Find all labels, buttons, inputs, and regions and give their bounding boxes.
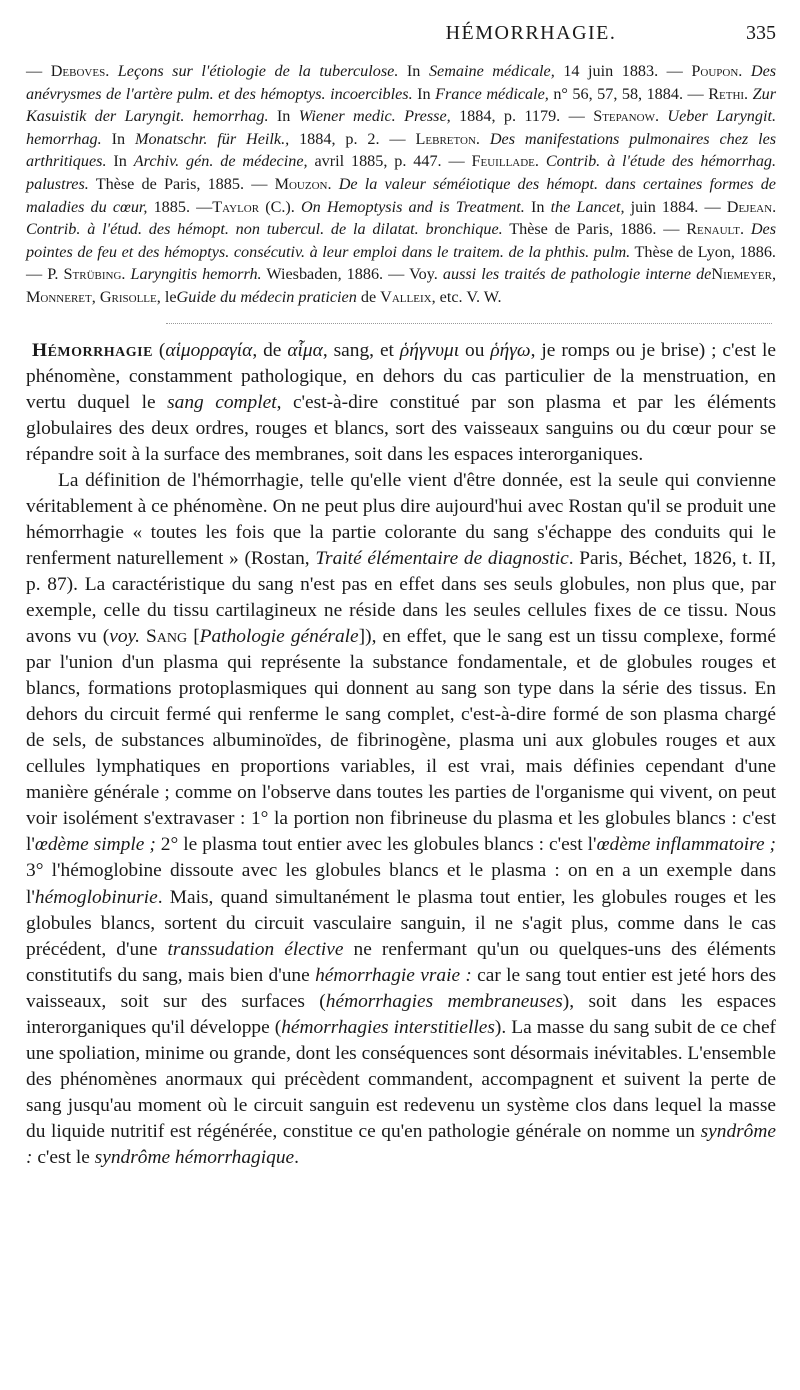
text-run: 2° le plasma tout entier avec les globules blancs : c'est l' xyxy=(160,834,597,856)
running-header xyxy=(26,22,776,58)
reference-author: Dejean. xyxy=(726,197,777,216)
text-run: , c'est-à-dire constitué par son plasma et par les éléments globulaires des deux ordres, rouges et blancs, sort des vaisseaux sanguins ou du cœur pour se répandre soit à la surface des membranes, soit dans les espaces interorganiques. xyxy=(26,391,776,465)
text-run: ne renfermant qu'un ou quelques-uns des éléments constitutifs du sang, mais bien d'une xyxy=(26,938,776,986)
article-headword: Hémorrhagie xyxy=(32,339,153,361)
reference-author: Valleix, xyxy=(380,287,436,306)
reference-details: 1884, p. 1179. — xyxy=(459,107,585,126)
reference-journal: Archiv. gén. de médecine, xyxy=(133,152,308,171)
emphasis: œdème inflammatoire ; xyxy=(596,834,776,856)
reference-details: Wiesbaden, 1886. — Voy. xyxy=(266,265,438,284)
reference-details: 1885. — xyxy=(153,197,213,216)
text-run: ]), en effet, que le sang est un tissu complexe, formé par l'union d'un plasma qui représente la substance fondamentale, et de globules rouges et blancs, formations protoplasmiques qui donnent au sang son type dans la série des tissus. En dehors du circuit fermé qui renferme le sang complet, c'est-à-dire formé de son plasma chargé de sels, de substances albuminoïdes, de fibrinogène, plasma uni aux globules rouges et aux cellules lymphatiques en proportions variables, il est vrai, mais définies cependant d'une manière générale ; comme on l'observe dans toutes les parties de l'organisme qui vivent, on peut voir isolément s'extravaser : 1° la portion non fibrineuse du plasma et les globules blancs : c'est l' xyxy=(26,626,776,856)
text-run: ). La masse du sang subit de ce chef une spoliation, minime ou grande, dont les conséquences sont désormais inévitables. L'ensemble des phénomènes anormaux qui précèdent commandent, accompagnent et suivent la perte de sang jusqu'au moment où le circuit sanguin est redevenu un système clos dans lequel la masse du liquide nutritif est régénérée, constitue ce qu'en pathologie générale on nomme un xyxy=(26,1016,777,1142)
text-run: ), soit dans les espaces interorganiques qu'il développe ( xyxy=(26,990,776,1038)
text-run: c'est le xyxy=(37,1146,90,1168)
reference-title: Contrib. à l'étude des hémorrhag. palustres. xyxy=(26,152,777,193)
bibliography xyxy=(26,60,776,309)
reference-author: Poupon. xyxy=(691,62,743,80)
reference-author: Niemeyer, xyxy=(711,265,776,284)
reference-details: 14 juin 1883. — xyxy=(563,62,683,80)
reference-journal: Monatschr. für Heilk., xyxy=(134,129,290,148)
text-run: La définition de l'hémorrhagie, telle qu'elle vient d'être donnée, est la seule qui convienne véritablement à ce phénomène. On ne peut plus dire aujourd'hui avec Rostan qu'il se produit une hémorrhagie « toutes les fois que la partie colorante du sang s'échappe des conduits qui le renferment naturellement » (Rostan, xyxy=(26,469,776,569)
text-run: , de xyxy=(252,339,282,361)
text-run: ou xyxy=(465,339,485,361)
text-run: [ xyxy=(193,626,200,648)
emphasis: hémorrhagie vraie : xyxy=(315,964,472,986)
text-run: car le sang tout entier est jeté hors des vaisseaux, soit sur des surfaces ( xyxy=(26,964,776,1012)
article-paragraph xyxy=(26,468,776,1171)
text-run: . xyxy=(294,1146,299,1168)
reference-in: In xyxy=(417,84,431,103)
greek-word: ῥήγνυμι xyxy=(399,339,460,361)
reference-details: Thèse de Lyon, 1886. — xyxy=(26,242,776,284)
emphasis: sang complet xyxy=(167,391,277,413)
reference-journal: the Lancet, xyxy=(550,197,625,216)
emphasis: hémoglobinurie xyxy=(34,886,158,908)
reference-in: In xyxy=(530,197,545,216)
emphasis: hémorrhagies membraneuses xyxy=(325,990,563,1012)
reference-author: Monneret, xyxy=(26,287,96,306)
reference-author: P. Strübing. xyxy=(47,265,126,284)
cross-reference: Sang xyxy=(146,626,188,648)
reference-title: Des anévrysmes de l'artère pulm. et des hémoptys. incoercibles. xyxy=(26,62,777,103)
section-divider xyxy=(166,323,772,324)
reference-title: Laryngitis hemorrh. xyxy=(130,265,262,284)
reference-etc: etc. xyxy=(439,287,463,306)
article-body xyxy=(26,338,776,1172)
reference-in: In xyxy=(111,129,126,148)
emphasis: œdème simple ; xyxy=(34,834,156,856)
reference-author: Rethi. xyxy=(708,84,749,103)
reference-details: n° 56, 57, 58, 1884. — xyxy=(553,84,704,103)
reference-journal: Semaine médicale, xyxy=(428,62,555,80)
reference-title: De la valeur séméiotique des hémopt. dans certaines formes de maladies du cœur, xyxy=(26,174,776,216)
greek-word: ῥήγω xyxy=(490,339,531,361)
text-run: . Mais, quand simultanément le plasma tout entier, les globules rouges et les globules blancs, sortent du circuit vasculaire sanguin, il ne s'agit plus, comme dans le cas précédent, d'une xyxy=(26,886,776,960)
emphasis: syndrôme hémorrhagique xyxy=(94,1146,295,1168)
reference-title: Guide du médecin praticien xyxy=(176,287,357,306)
reference-author: Mouzon. xyxy=(274,174,332,193)
greek-word: αἱμορραγία xyxy=(165,339,253,361)
text-run: , je romps ou je brise) ; c'est le phénomène, constamment pathologique, en dehors du cas particulier de la menstruation, en vertu duquel le xyxy=(26,339,776,413)
reference-author: Lebreton. xyxy=(415,129,480,148)
text-run: 3° l'hémoglobine dissoute avec les globules blancs et le plasma : on en a un exemple dans l' xyxy=(26,860,776,908)
reference-details: 1884, p. 2. — xyxy=(299,129,406,148)
cited-title: Traité élémentaire de diagnostic xyxy=(315,547,569,569)
emphasis: hémorrhagies interstitielles xyxy=(281,1016,495,1038)
emphasis: Pathologie générale xyxy=(199,626,359,648)
contributor-initials: V. W. xyxy=(466,287,502,306)
reference-title: Ueber Laryngit. hemorrhag. xyxy=(26,107,777,148)
reference-in: In xyxy=(406,62,421,80)
reference-see-also: aussi les traités de pathologie interne de xyxy=(442,265,712,284)
reference-author: Feuillade. xyxy=(471,152,539,171)
reference-initial: (C.). xyxy=(265,197,295,216)
reference-connector: de xyxy=(360,287,377,306)
reference-details: Thèse de Paris, 1886. — xyxy=(509,220,680,239)
emphasis: transsudation élective xyxy=(167,938,344,960)
reference-title: On Hemoptysis and is Treatment. xyxy=(300,197,525,216)
page-number: 335 xyxy=(746,22,776,44)
reference-author: Stepanow. xyxy=(593,107,659,126)
reference-title: Des pointes de feu et des hémoptys. consécutiv. à leur emploi dans le traitem. de la phthis. pulm. xyxy=(26,220,777,261)
reference-author: Deboves. xyxy=(50,62,110,80)
reference-in: In xyxy=(276,107,291,126)
reference-title: Des manifestations pulmonaires chez les arthritiques. xyxy=(26,129,777,171)
text-run: ( xyxy=(158,339,166,361)
reference-author: Taylor xyxy=(212,197,260,216)
running-title: HÉMORRHAGIE. xyxy=(445,22,617,44)
reference-details: juin 1884. — xyxy=(630,197,721,216)
reference-title: Contrib. à l'étud. des hémopt. non tubercul. de la dilatat. bronchique. xyxy=(26,220,503,239)
reference-title: Leçons sur l'étiologie de la tuberculose. xyxy=(117,62,399,80)
reference-author: Renault. xyxy=(686,220,745,239)
reference-in: In xyxy=(113,152,127,171)
reference-details: avril 1885, p. 447. — xyxy=(314,152,465,171)
reference-journal: Wiener medic. Presse, xyxy=(298,107,451,126)
reference-journal: France médicale, xyxy=(435,84,549,103)
article-paragraph xyxy=(26,338,776,468)
reference-author: Grisolle, xyxy=(99,287,161,306)
reference-connector: le xyxy=(164,287,177,306)
text-run: , sang, et xyxy=(322,339,394,361)
emphasis: voy. xyxy=(109,626,140,648)
text-run: . Paris, Béchet, 1826, t. II, p. 87). La caractéristique du sang n'est pas en effet dans ses seuls globules, non plus que, par exemple, celle du tissu cartilagineux ne réside dans les seules cellules fixes de ce tissu. Nous avons vu ( xyxy=(26,547,777,648)
emphasis: syndrôme : xyxy=(26,1120,776,1168)
bibliography-paragraph: — Deboves. Leçons sur l'étiologie de la tuberculose. In Semaine médicale, 14 juin 1883. — Poupon. Des anévrysmes de l'artère pulm. et des hémoptys. incoercibles. In France médicale, n° 56, 57, 58, 1884. — Rethi. Zur Kasuistik der Laryngit. hemorrhag. In Wiener medic. Presse, 1884, p. 1179. — Stepanow. Ueber Laryngit. hemorrhag. In Monatschr. für Heilk., 1884, p. 2. — Lebreton. Des manifestations pulmonaires chez les arthritiques. In Archiv. gén. de médecine, avril 1885, p. 447. — Feuillade. Contrib. à l'étude des hémorrhag. palustres. Thèse de Paris, 1885. — Mouzon. De la valeur séméiotique des hémopt. dans certaines formes de maladies du cœur, 1885. —Taylor (C.). On Hemoptysis and is Treatment. In the Lancet, juin 1884. — Dejean. Contrib. à l'étud. des hémopt. non tubercul. de la dilatat. bronchique. Thèse de Paris, 1886. — Renault. Des pointes de feu et des hémoptys. consécutiv. à leur emploi dans le traitem. de la phthis. pulm. Thèse de Lyon, 1886. — P. Strübing. Laryngitis hemorrh. Wiesbaden, 1886. — Voy. aussi les traités de pathologie interne deNiemeyer, Monneret, Grisolle, leGuide du médecin praticien de Valleix, etc. V. W. xyxy=(26,62,777,306)
reference-title: Zur Kasuistik der Laryngit. hemorrhag. xyxy=(26,84,776,126)
greek-word: αἷμα xyxy=(287,339,323,361)
reference-details: Thèse de Paris, 1885. — xyxy=(95,174,268,193)
